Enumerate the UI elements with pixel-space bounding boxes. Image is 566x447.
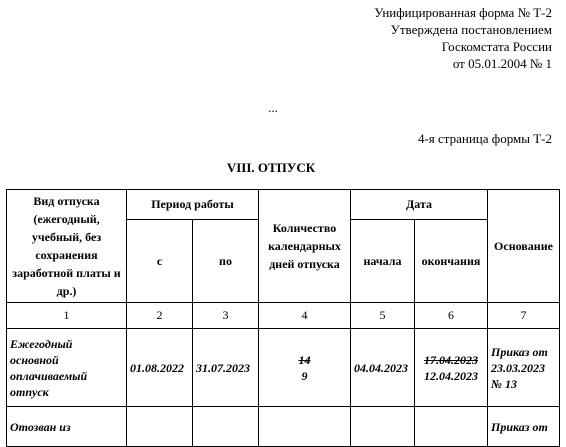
cell-period-to: 31.07.2023 (193, 329, 259, 407)
table-row (7, 407, 560, 447)
cell-days (259, 329, 351, 407)
col-header-basis: Основание (488, 190, 560, 303)
column-number: 7 (488, 303, 560, 329)
col-header-period: Период работы (127, 190, 259, 220)
section-title: VIII. ОТПУСК (226, 160, 316, 175)
column-number: 6 (415, 303, 488, 329)
cell-basis: Приказ от (488, 407, 560, 447)
col-header-days: Количество календарных дней отпуска (259, 190, 351, 303)
column-number-row (7, 303, 560, 329)
cell-days (259, 407, 351, 447)
vacation-table (6, 189, 560, 447)
page-label: 4-я страница формы Т-2 (417, 131, 552, 146)
cell-period-to (193, 407, 259, 447)
form-header (292, 4, 552, 72)
days-new-value: 9 (301, 368, 308, 383)
table-row (7, 329, 560, 407)
cell-vid: Отозван из (7, 407, 127, 447)
col-header-period-from: с (127, 219, 193, 302)
date-end-new-value: 12.04.2023 (424, 368, 478, 383)
cell-basis: Приказ от 23.03.2023 № 13 (488, 329, 560, 407)
approval-authority: Госкомстата России (441, 39, 552, 54)
cell-period-from: 01.08.2022 (127, 329, 193, 407)
col-header-date-start: начала (351, 219, 415, 302)
approval-date: от 05.01.2004 № 1 (452, 56, 552, 71)
date-end-old-value: 17.04.2023 (424, 352, 478, 367)
cell-vid: Ежегодный основной оплачиваемый отпуск (7, 329, 127, 407)
col-header-date: Дата (351, 190, 488, 220)
approval-line: Утверждена постановлением (390, 22, 552, 37)
column-number: 3 (193, 303, 259, 329)
column-number: 2 (127, 303, 193, 329)
cell-date-end (415, 407, 488, 447)
col-header-vid: Вид отпуска (ежегодный, учебный, без сохранения заработной платы и др.) (7, 190, 127, 303)
column-number: 5 (351, 303, 415, 329)
ellipsis: ... (268, 100, 278, 115)
column-number: 1 (7, 303, 127, 329)
col-header-date-end: окончания (415, 219, 488, 302)
cell-date-start: 04.04.2023 (351, 329, 415, 407)
cell-date-end (415, 329, 488, 407)
cell-period-from (127, 407, 193, 447)
form-code: Унифицированная форма № Т-2 (374, 5, 552, 20)
table-header-row (7, 190, 560, 220)
col-header-period-to: по (193, 219, 259, 302)
cell-date-start (351, 407, 415, 447)
days-old-value: 14 (298, 352, 311, 367)
column-number: 4 (259, 303, 351, 329)
